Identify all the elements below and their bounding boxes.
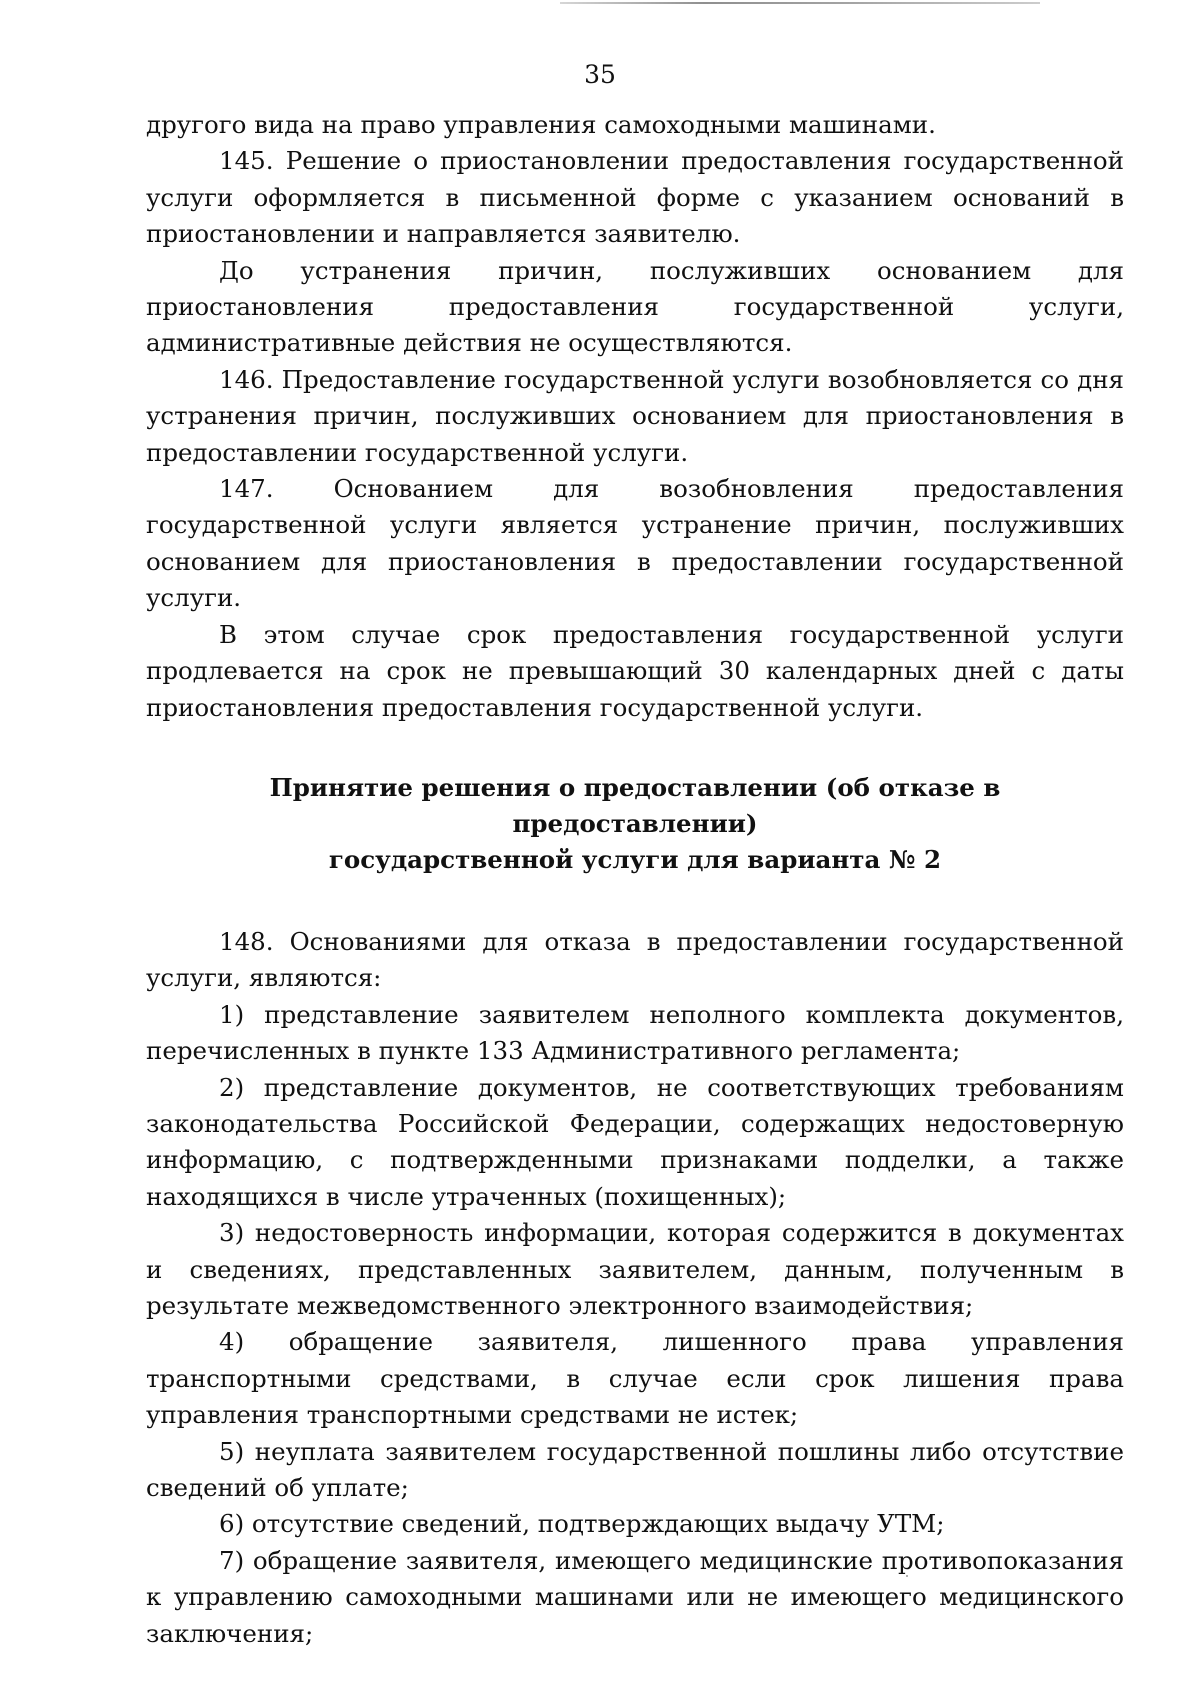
paragraph-145: 145. Решение о приостановлении предоставления государственной услуги оформляется в письменной форме с указанием оснований в приостановлении и направляется заявителю. bbox=[146, 146, 1124, 249]
scan-speck bbox=[906, 1575, 908, 1577]
document-body bbox=[146, 107, 1124, 1652]
paragraph-146: 146. Предоставление государственной услуги возобновляется со дня устранения причин, послуживших основанием для приостановления в предоставлении государственной услуги. bbox=[146, 364, 1124, 467]
list-item-7: 7) обращение заявителя, имеющего медицинские противопоказания к управлению самоходными машинами или не имеющего медицинского заключения; bbox=[146, 1545, 1124, 1648]
paragraph-147: 147. Основанием для возобновления предоставления государственной услуги является устранение причин, послуживших основанием для приостановления в предоставлении государственной услуги. bbox=[146, 474, 1124, 613]
paragraph-148: 148. Основаниями для отказа в предоставлении государственной услуги, являются: bbox=[146, 926, 1124, 993]
list-item-5: 5) неуплата заявителем государственной пошлины либо отсутствие сведений об уплате; bbox=[146, 1436, 1124, 1502]
section-heading-line-1: Принятие решения о предоставлении (об отказе в предоставлении) bbox=[269, 772, 1001, 838]
section-heading bbox=[146, 770, 1124, 878]
paragraph-147-note: В этом случае срок предоставления государственной услуги продлевается на срок не превышающий 30 календарных дней с даты приостановления предоставления государственной услуги. bbox=[146, 619, 1124, 722]
scan-artifact-line bbox=[560, 2, 1040, 4]
list-item-4: 4) обращение заявителя, лишенного права управления транспортными средствами, в случае если срок лишения права управления транспортными средствами не истек; bbox=[146, 1327, 1124, 1430]
paragraph-continuation: другого вида на право управления самоходными машинами. bbox=[146, 110, 936, 139]
list-item-1: 1) представление заявителем неполного комплекта документов, перечисленных в пункте 133 Административного регламента; bbox=[146, 999, 1124, 1066]
list-item-2: 2) представление документов, не соответствующих требованиям законодательства Российской Федерации, содержащих недостоверную информацию, с подтвержденными признаками подделки, а также находящихся в числе утраченных (похищенных); bbox=[146, 1072, 1124, 1211]
paragraph-145-note: До устранения причин, послуживших основанием для приостановления предоставления государственной услуги, административные действия не осуществляются. bbox=[146, 255, 1124, 358]
page-number: 35 bbox=[584, 60, 616, 89]
section-heading-line-2: государственной услуги для варианта № 2 bbox=[328, 844, 942, 874]
list-item-3: 3) недостоверность информации, которая содержится в документах и сведениях, представленных заявителем, данным, полученным в результате межведомственного электронного взаимодействия; bbox=[146, 1218, 1124, 1320]
list-item-6: 6) отсутствие сведений, подтверждающих выдачу УТМ; bbox=[219, 1509, 945, 1539]
